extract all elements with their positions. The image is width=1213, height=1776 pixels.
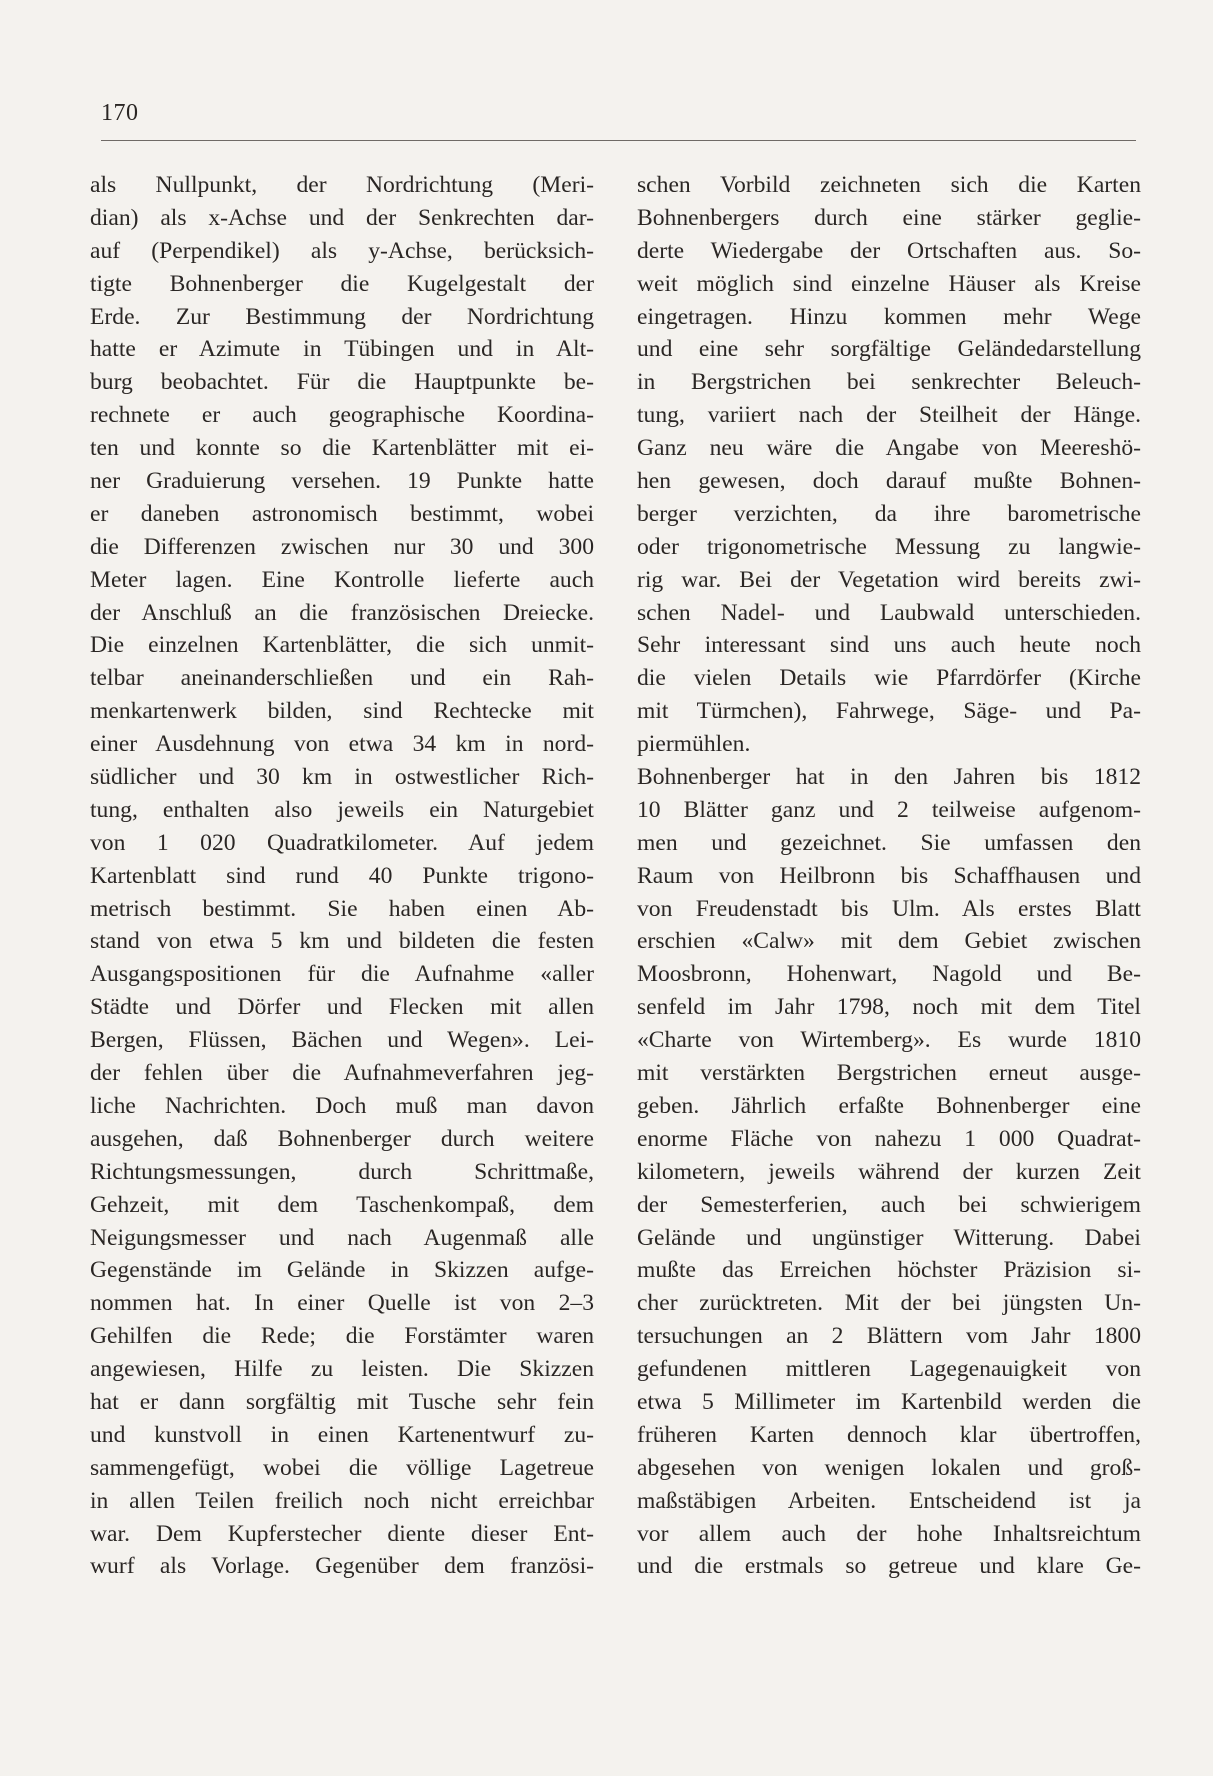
text-line: Richtungsmessungen, durch Schrittmaße, <box>90 1158 594 1185</box>
text-line: Gehilfen die Rede; die Forstämter waren <box>90 1323 594 1350</box>
text-line: tung, enthalten also jeweils ein Naturgebiet <box>90 796 594 823</box>
text-line: Gehzeit, mit dem Taschenkompaß, dem <box>90 1191 594 1218</box>
text-line: liche Nachrichten. Doch muß man davon <box>90 1092 594 1119</box>
text-line: kilometern, jeweils während der kurzen Zeit <box>637 1158 1141 1185</box>
text-line: eingetragen. Hinzu kommen mehr Wege <box>637 303 1141 330</box>
text-line: Gelände und ungünstiger Witterung. Dabei <box>637 1224 1141 1251</box>
text-line: Gegenstände im Gelände in Skizzen aufge- <box>90 1257 594 1284</box>
text-line: stand von etwa 5 km und bildeten die festen <box>90 928 594 955</box>
text-line: Moosbronn, Hohenwart, Nagold und Be- <box>637 961 1141 988</box>
text-line: berger verzichten, da ihre barometrische <box>637 500 1141 527</box>
text-line: südlicher und 30 km in ostwestlicher Rich- <box>90 764 594 791</box>
text-line: Raum von Heilbronn bis Schaffhausen und <box>637 862 1141 889</box>
text-line: hatte er Azimute in Tübingen und in Alt- <box>90 336 594 363</box>
text-line: ausgehen, daß Bohnenberger durch weitere <box>90 1125 594 1152</box>
text-line: Die einzelnen Kartenblätter, die sich unmit- <box>90 632 594 659</box>
text-line: cher zurücktreten. Mit der bei jüngsten Un- <box>637 1290 1141 1317</box>
text-line: hat er dann sorgfältig mit Tusche sehr fein <box>90 1388 594 1415</box>
text-line: piermühlen. <box>637 731 751 758</box>
text-line: die Differenzen zwischen nur 30 und 300 <box>90 533 594 560</box>
text-line: weit möglich sind einzelne Häuser als Kreise <box>637 270 1141 297</box>
text-line: gefundenen mittleren Lagegenauigkeit von <box>637 1356 1141 1383</box>
text-line: Ausgangspositionen für die Aufnahme «aller <box>90 961 594 988</box>
text-line: der fehlen über die Aufnahmeverfahren jeg- <box>90 1060 594 1087</box>
text-line: Bohnenberger hat in den Jahren bis 1812 <box>637 764 1141 791</box>
text-column-left <box>90 169 594 1583</box>
text-line: oder trigonometrische Messung zu langwie- <box>637 533 1141 560</box>
text-line: der Anschluß an die französischen Dreiecke. <box>90 599 594 626</box>
text-line: enorme Fläche von nahezu 1 000 Quadrat- <box>637 1125 1141 1152</box>
text-line: tigte Bohnenberger die Kugelgestalt der <box>90 270 594 297</box>
text-line: angewiesen, Hilfe zu leisten. Die Skizzen <box>90 1356 594 1383</box>
text-line: die vielen Details wie Pfarrdörfer (Kirche <box>637 665 1141 692</box>
text-line: tung, variiert nach der Steilheit der Hänge. <box>637 402 1141 429</box>
text-line: Sehr interessant sind uns auch heute noch <box>637 632 1141 659</box>
text-line: mit Türmchen), Fahrwege, Säge- und Pa- <box>637 698 1141 725</box>
text-line: menkartenwerk bilden, sind Rechtecke mit <box>90 698 594 725</box>
text-line: abgesehen von wenigen lokalen und groß- <box>637 1454 1141 1481</box>
text-line: nommen hat. In einer Quelle ist von 2–3 <box>90 1290 594 1317</box>
text-line: «Charte von Wirtemberg». Es wurde 1810 <box>637 1027 1141 1054</box>
text-line: von Freudenstadt bis Ulm. Als erstes Blatt <box>637 895 1141 922</box>
text-line: mit verstärkten Bergstrichen erneut ausge- <box>637 1060 1141 1087</box>
text-line: senfeld im Jahr 1798, noch mit dem Titel <box>637 994 1141 1021</box>
text-line: wurf als Vorlage. Gegenüber dem französi- <box>90 1553 594 1580</box>
text-line: men und gezeichnet. Sie umfassen den <box>637 829 1141 856</box>
text-line: Neigungsmesser und nach Augenmaß alle <box>90 1224 594 1251</box>
text-line: als Nullpunkt, der Nordrichtung (Meri- <box>90 172 594 198</box>
text-column-right <box>637 169 1141 1583</box>
text-line: und eine sehr sorgfältige Geländedarstellung <box>637 336 1141 363</box>
text-line: schen Vorbild zeichneten sich die Karten <box>637 172 1141 198</box>
text-line: maßstäbigen Arbeiten. Entscheidend ist ja <box>637 1487 1141 1514</box>
text-line: einer Ausdehnung von etwa 34 km in nord- <box>90 731 594 758</box>
text-line: dian) als x-Achse und der Senkrechten dar- <box>90 204 594 231</box>
text-line: Meter lagen. Eine Kontrolle lieferte auch <box>90 566 594 593</box>
text-line: er daneben astronomisch bestimmt, wobei <box>90 500 594 527</box>
text-line: etwa 5 Millimeter im Kartenbild werden die <box>637 1388 1141 1415</box>
text-line: Kartenblatt sind rund 40 Punkte trigono- <box>90 862 594 889</box>
text-line: rig war. Bei der Vegetation wird bereits zwi- <box>637 566 1141 593</box>
text-line: ten und konnte so die Kartenblätter mit ei- <box>90 435 594 462</box>
text-line: Bergen, Flüssen, Bächen und Wegen». Lei- <box>90 1027 594 1054</box>
text-line: tersuchungen an 2 Blättern vom Jahr 1800 <box>637 1323 1141 1350</box>
text-line: rechnete er auch geographische Koordina- <box>90 402 594 429</box>
text-line: der Semesterferien, auch bei schwierigem <box>637 1191 1141 1218</box>
header-rule <box>101 140 1136 141</box>
text-line: sammengefügt, wobei die völlige Lagetreue <box>90 1454 594 1481</box>
text-line: Städte und Dörfer und Flecken mit allen <box>90 994 594 1021</box>
text-line: geben. Jährlich erfaßte Bohnenberger eine <box>637 1092 1141 1119</box>
text-line: 10 Blätter ganz und 2 teilweise aufgenom- <box>637 796 1141 823</box>
text-line: auf (Perpendikel) als y-Achse, berücksich- <box>90 237 594 264</box>
text-line: früheren Karten dennoch klar übertroffen, <box>637 1421 1141 1448</box>
text-line: burg beobachtet. Für die Hauptpunkte be- <box>90 369 594 396</box>
text-line: telbar aneinanderschließen und ein Rah- <box>90 665 594 692</box>
text-line: derte Wiedergabe der Ortschaften aus. So- <box>637 237 1141 264</box>
text-line: Bohnenbergers durch eine stärker geglie- <box>637 204 1141 231</box>
text-line: in allen Teilen freilich noch nicht erreichbar <box>90 1487 594 1514</box>
text-line: war. Dem Kupferstecher diente dieser Ent- <box>90 1520 594 1547</box>
text-line: und kunstvoll in einen Kartenentwurf zu- <box>90 1421 594 1448</box>
text-line: und die erstmals so getreue und klare Ge- <box>637 1553 1141 1580</box>
text-line: von 1 020 Quadratkilometer. Auf jedem <box>90 829 594 856</box>
text-line: vor allem auch der hohe Inhaltsreichtum <box>637 1520 1141 1547</box>
text-line: metrisch bestimmt. Sie haben einen Ab- <box>90 895 594 922</box>
text-line: ner Graduierung versehen. 19 Punkte hatte <box>90 468 594 495</box>
text-line: schen Nadel- und Laubwald unterschieden. <box>637 599 1141 626</box>
page-number: 170 <box>101 100 139 126</box>
text-line: erschien «Calw» mit dem Gebiet zwischen <box>637 928 1141 955</box>
text-line: Erde. Zur Bestimmung der Nordrichtung <box>90 303 594 330</box>
text-line: hen gewesen, doch darauf mußte Bohnen- <box>637 468 1141 495</box>
text-line: mußte das Erreichen höchster Präzision si- <box>637 1257 1141 1284</box>
text-line: in Bergstrichen bei senkrechter Beleuch- <box>637 369 1141 396</box>
text-line: Ganz neu wäre die Angabe von Meereshö- <box>637 435 1141 462</box>
